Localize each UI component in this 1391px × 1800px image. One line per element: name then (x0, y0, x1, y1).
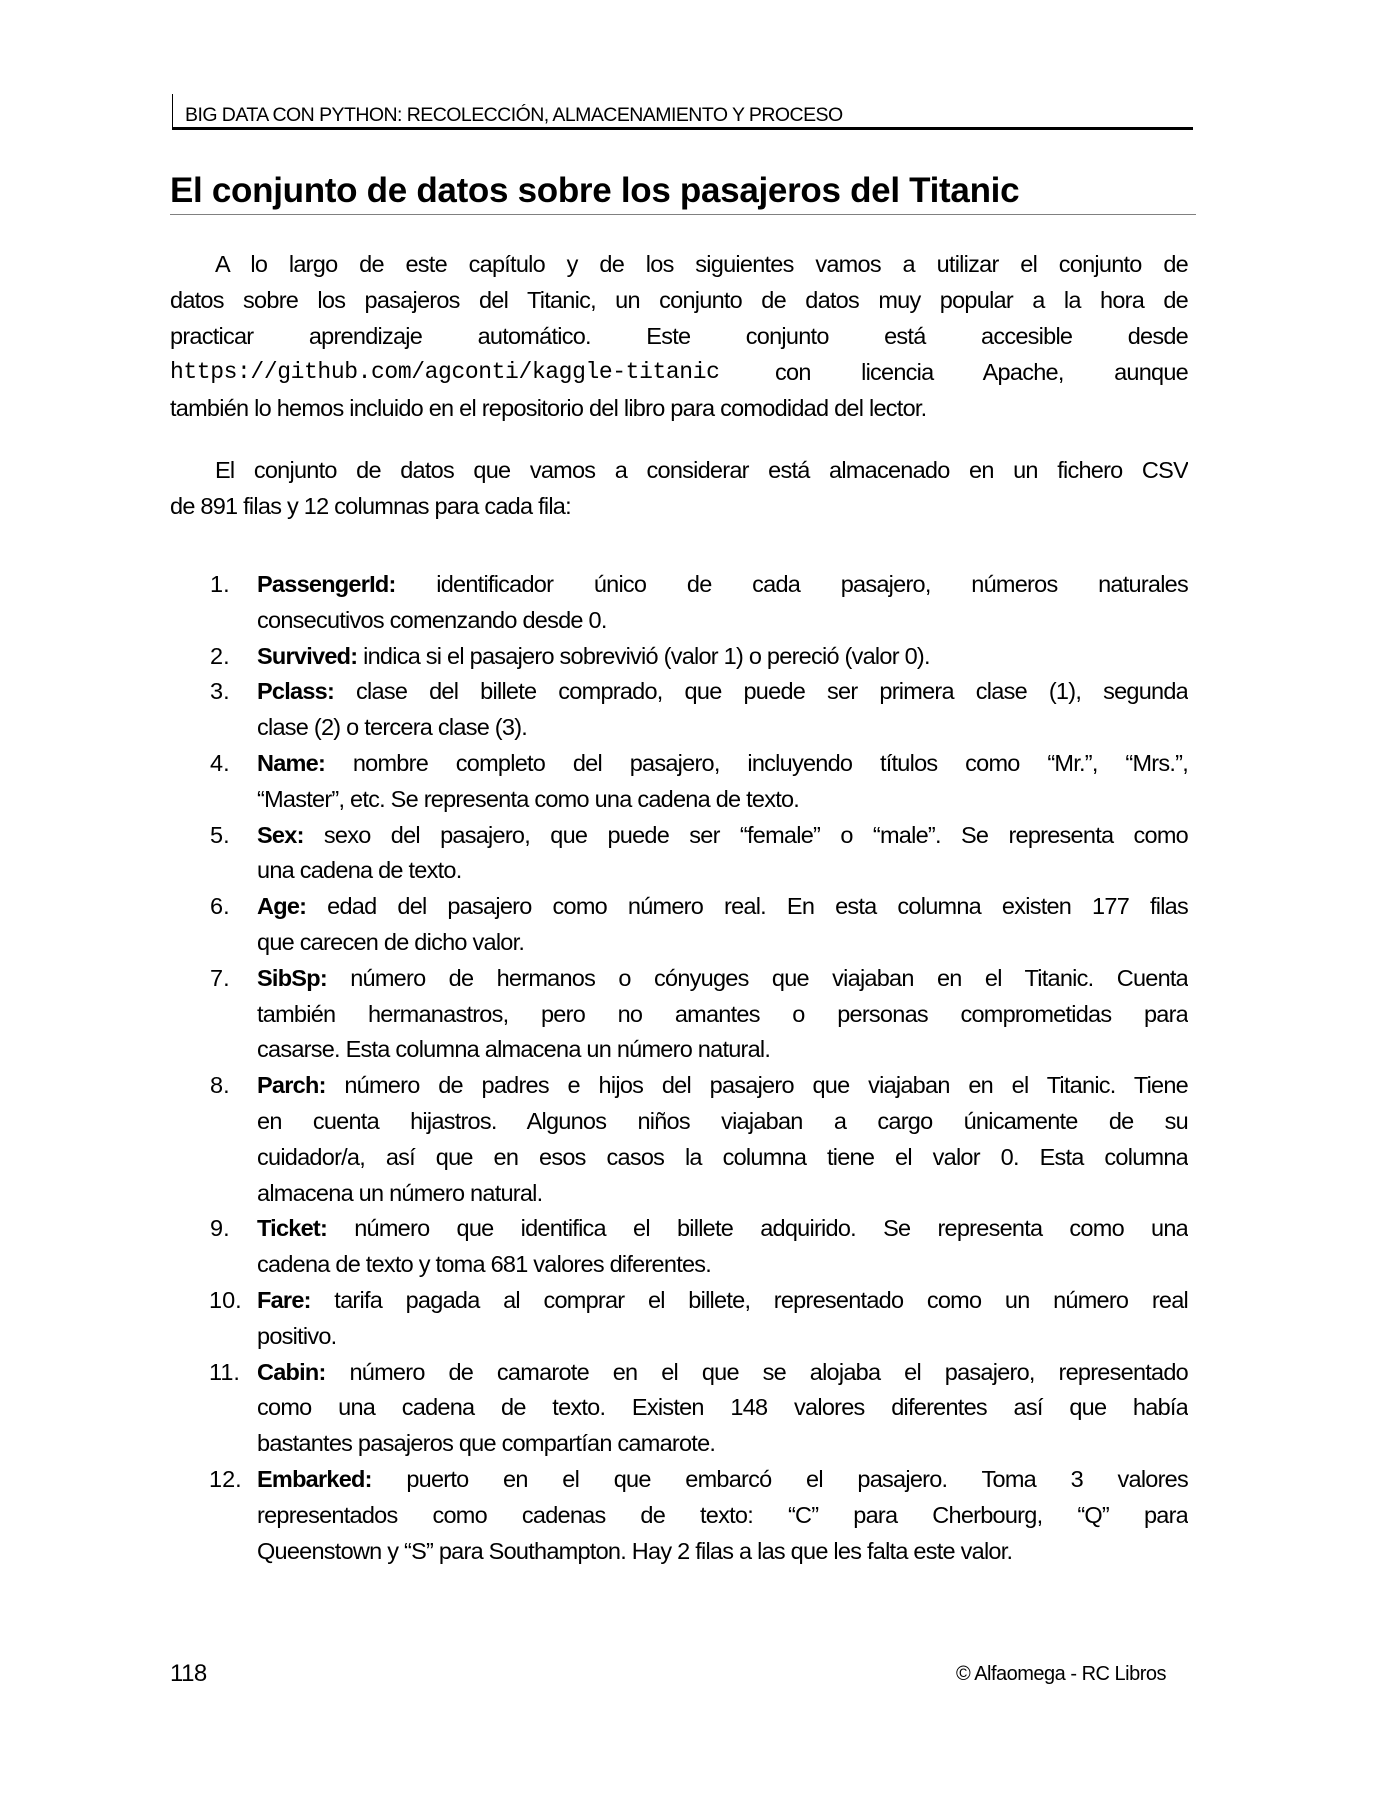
list-item-number: 7. (210, 964, 230, 991)
column-name: SibSp: (257, 964, 327, 991)
list-item-line (257, 781, 799, 817)
list-item-number: 8. (210, 1072, 230, 1099)
list-item-line (257, 1389, 1188, 1425)
list-item-line (257, 1354, 1188, 1390)
list-item-line (257, 817, 1188, 853)
list-item-number: 9. (210, 1215, 230, 1242)
column-description: almacena un número natural. (257, 1179, 543, 1206)
paragraph-line: El conjunto de datos que vamos a considerar está almacenado en un fichero CSV (215, 457, 1188, 483)
list-item-number: 11. (209, 1358, 240, 1385)
paragraph-line: A lo largo de este capítulo y de los siguientes vamos a utilizar el conjunto de (215, 251, 1188, 277)
column-description: una cadena de texto. (257, 857, 462, 884)
list-item-line (257, 888, 1188, 924)
list-item-line (257, 1103, 1188, 1139)
list-item-line (257, 1461, 1188, 1497)
column-description: número que identifica el billete adquirido. Se representa como una (354, 1215, 1188, 1242)
list-item-line (257, 1139, 1188, 1175)
column-description: cadena de texto y toma 681 valores diferentes. (257, 1251, 712, 1278)
list-item-line (257, 996, 1188, 1032)
list-item-line (257, 1210, 1188, 1246)
column-description: casarse. Esta columna almacena un número natural. (257, 1036, 771, 1063)
list-item-number: 3. (210, 678, 230, 705)
list-item-line (257, 1425, 715, 1461)
list-item-line (257, 960, 1188, 996)
column-name: Fare: (257, 1287, 311, 1313)
column-description: tarifa pagada al comprar el billete, representado como un número real (334, 1287, 1188, 1313)
list-item-line (257, 1067, 1188, 1103)
section-title: El conjunto de datos sobre los pasajeros del Titanic (170, 171, 1020, 210)
column-description: nombre completo del pasajero, incluyendo títulos como “Mr.”, “Mrs.”, (352, 750, 1188, 776)
column-description: también hermanastros, pero no amantes o personas comprometidas para (257, 1000, 1188, 1027)
column-description: Queenstown y “S” para Southampton. Hay 2 filas a las que les falta este valor. (257, 1537, 1013, 1564)
column-name: Ticket: (257, 1215, 328, 1242)
column-description: consecutivos comenzando desde 0. (257, 606, 607, 633)
column-description: bastantes pasajeros que compartían camarote. (257, 1430, 716, 1457)
list-item-line (257, 1246, 711, 1282)
column-description: sexo del pasajero, que puede ser “female” o “male”. Se representa como (323, 821, 1188, 848)
list-item-line (257, 1282, 1188, 1318)
paragraph-line-tail: con licencia Apache, aunque (775, 359, 1188, 385)
running-header (172, 94, 1193, 130)
column-name: Name: (257, 750, 326, 776)
column-name: Age: (257, 893, 307, 920)
column-name: Parch: (257, 1072, 326, 1099)
paragraph-line: datos sobre los pasajeros del Titanic, un conjunto de datos muy popular a la hora de (170, 287, 1188, 313)
list-item-line (257, 673, 1188, 709)
column-description: clase del billete comprado, que puede ser primera clase (1), segunda (356, 678, 1188, 705)
list-item-line (257, 566, 1188, 602)
column-name: Embarked: (257, 1466, 372, 1492)
column-name: Survived: (257, 642, 358, 669)
copyright: © Alfaomega - RC Libros (956, 1663, 1166, 1685)
paragraph-line: de 891 filas y 12 columnas para cada fila: (170, 493, 571, 519)
column-description: clase (2) o tercera clase (3). (257, 714, 528, 741)
github-link[interactable]: https://github.com/agconti/kaggle-titanic (170, 359, 720, 385)
list-item-line (257, 602, 607, 638)
column-description: puerto en el que embarcó el pasajero. Toma 3 valores (406, 1466, 1188, 1492)
column-description: “Master”, etc. Se representa como una cadena de texto. (257, 785, 800, 812)
list-item-line (257, 745, 1188, 781)
page-number: 118 (170, 1660, 207, 1687)
column-name: Sex: (257, 821, 304, 848)
column-description: número de padres e hijos del pasajero que viajaban en el Titanic. Tiene (344, 1072, 1188, 1099)
paragraph-line: también lo hemos incluido en el repositorio del libro para comodidad del lector. (170, 395, 927, 421)
column-description: número de hermanos o cónyuges que viajaban en el Titanic. Cuenta (350, 964, 1188, 991)
column-description: que carecen de dicho valor. (257, 929, 525, 955)
list-item-line (257, 1318, 336, 1354)
list-item-number: 5. (210, 821, 230, 848)
column-description: positivo. (257, 1322, 337, 1349)
list-item-number: 4. (210, 750, 230, 776)
paragraph-line-with-link (170, 354, 1188, 390)
column-name: PassengerId: (257, 571, 396, 597)
list-item-line (257, 638, 930, 674)
list-item-number: 6. (210, 893, 230, 920)
column-description: identificador único de cada pasajero, números naturales (436, 571, 1188, 597)
list-item-line (257, 1497, 1188, 1533)
running-header-title: BIG DATA CON PYTHON: RECOLECCIÓN, ALMACENAMIENTO Y PROCESO (185, 104, 843, 126)
list-item-line (257, 709, 527, 745)
column-name: Pclass: (257, 678, 335, 705)
list-item-number: 2. (210, 642, 230, 669)
list-item-number: 10. (209, 1287, 242, 1313)
column-description: indica si el pasajero sobrevivió (valor 1) o pereció (valor 0). (363, 642, 930, 669)
paragraph-line: practicar aprendizaje automático. Este conjunto está accesible desde (170, 323, 1188, 349)
list-item-number: 12. (209, 1466, 242, 1492)
column-description: número de camarote en el que se alojaba el pasajero, representado (349, 1358, 1188, 1385)
section-title-block (170, 170, 1196, 215)
list-item-line (257, 1175, 542, 1211)
column-description: edad del pasajero como número real. En esta columna existen 177 filas (327, 893, 1188, 920)
column-description: cuidador/a, así que en esos casos la columna tiene el valor 0. Esta columna (257, 1143, 1188, 1170)
list-item-number: 1. (210, 571, 230, 597)
column-description: en cuenta hijastros. Algunos niños viajaban a cargo únicamente de su (257, 1108, 1188, 1134)
list-item-line (257, 924, 524, 960)
column-name: Cabin: (257, 1358, 326, 1385)
list-item-line (257, 1031, 770, 1067)
column-description: como una cadena de texto. Existen 148 valores diferentes así que había (257, 1394, 1188, 1421)
list-item-line (257, 852, 462, 888)
column-description: representados como cadenas de texto: “C” para Cherbourg, “Q” para (257, 1501, 1188, 1528)
list-item-line (257, 1533, 1012, 1569)
